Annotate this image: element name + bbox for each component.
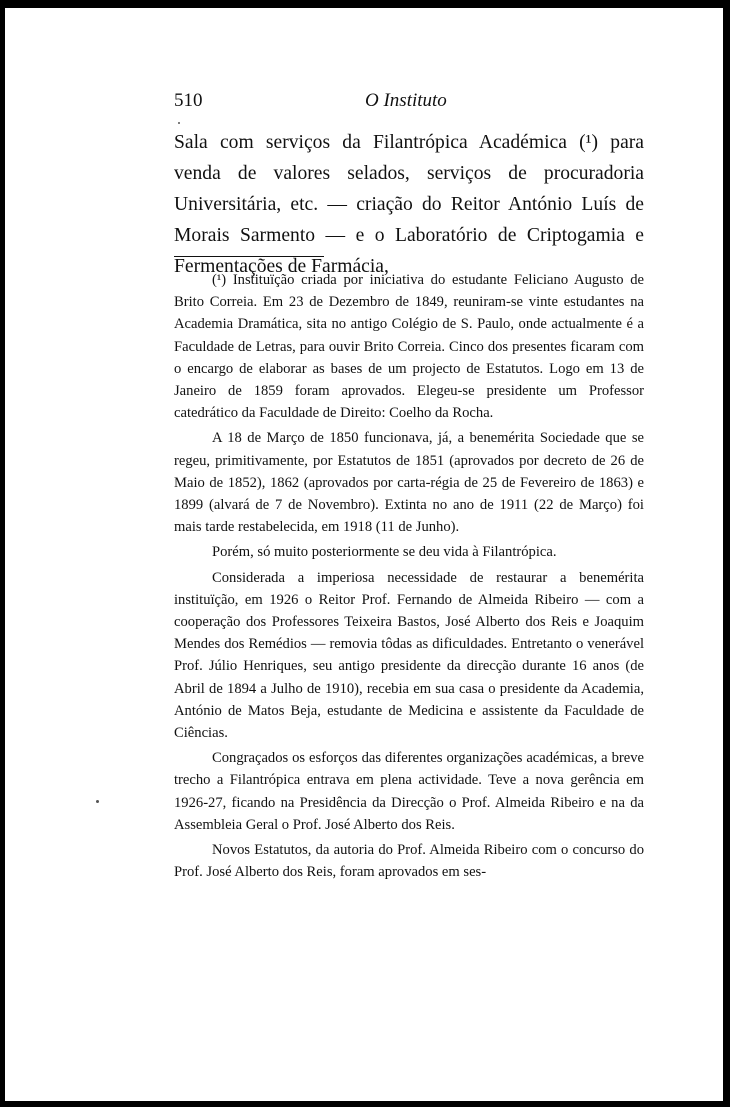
- running-title: O Instituto: [365, 90, 447, 111]
- footnote-paragraph: A 18 de Março de 1850 funcionava, já, a benemérita Sociedade que se regeu, primitivamente, por Estatutos de 1851 (aprovados por decreto de 26 de Maio de 1852), 1862 (aprovados por carta-régia de 25 de Fevereiro de 1863) e 1899 (alvará de 7 de Novembro). Extinta no ano de 1911 (22 de Março) foi mais tarde restabelecida, em 1918 (11 de Junho).: [174, 430, 644, 536]
- footnote-paragraph: Considerada a imperiosa necessidade de restaurar a benemérita instituïção, em 1926 o Reitor Prof. Fernando de Almeida Ribeiro — com a cooperação dos Professores Teixeira Bastos, José Alberto dos Reis e Joaquim Mendes dos Remédios — removia tôdas as dificuldades. Entretanto o venerável Prof. Júlio Henriques, seu antigo presidente da direcção durante 16 anos (de Abril de 1894 a Julho de 1910), recebia em sua casa o presidente da Academia, António de Matos Beja, estudante de Medicina e assistente da Faculdade de Ciências.: [174, 569, 644, 742]
- footnote-paragraph: (¹) Instituïção criada por iniciativa do estudante Feliciano Augusto de Brito Correia. Em 23 de Dezembro de 1849, reuniram-se vinte estudantes na Academia Dramática, sita no antigo Colégio de S. Paulo, onde actualmente é a Faculdade de Letras, para ouvir Brito Correia. Cinco dos presentes ficaram com o encargo de elaborar as bases de um projecto de Estatutos. Logo em 13 de Janeiro de 1859 foram aprovados. Elegeu-se presidente um Professor catedrático da Faculdade de Direito: Coelho da Rocha.: [174, 272, 644, 422]
- footnote-paragraph: Congraçados os esforços das diferentes organizações académicas, a breve trecho a Filantrópica entrava em plena actividade. Teve a nova gerência em 1926-27, ficando na Presidência da Direcção o Prof. Almeida Ribeiro e na da Assembleia Geral o Prof. José Alberto dos Reis.: [174, 750, 644, 833]
- footnote-paragraph: Porém, só muito posteriormente se deu vida à Filantrópica.: [212, 544, 557, 561]
- scan-speck: [96, 800, 99, 803]
- footnote-rule: [174, 256, 324, 257]
- scan-speck: [178, 122, 180, 124]
- body-paragraph: Sala com serviços da Filantrópica Académica (¹) para venda de valores selados, serviços de procuradoria Universitária, etc. — criação do Reitor António Luís de Morais Sarmento — e o Laboratório de Criptogamia e Fermentações de Farmácia,: [174, 132, 644, 277]
- footnote-paragraph: Novos Estatutos, da autoria do Prof. Almeida Ribeiro com o concurso do Prof. José Alberto dos Reis, foram aprovados em ses-: [174, 842, 644, 881]
- page-header: [174, 90, 644, 120]
- page-number: 510: [174, 90, 203, 111]
- footnote: [174, 269, 644, 886]
